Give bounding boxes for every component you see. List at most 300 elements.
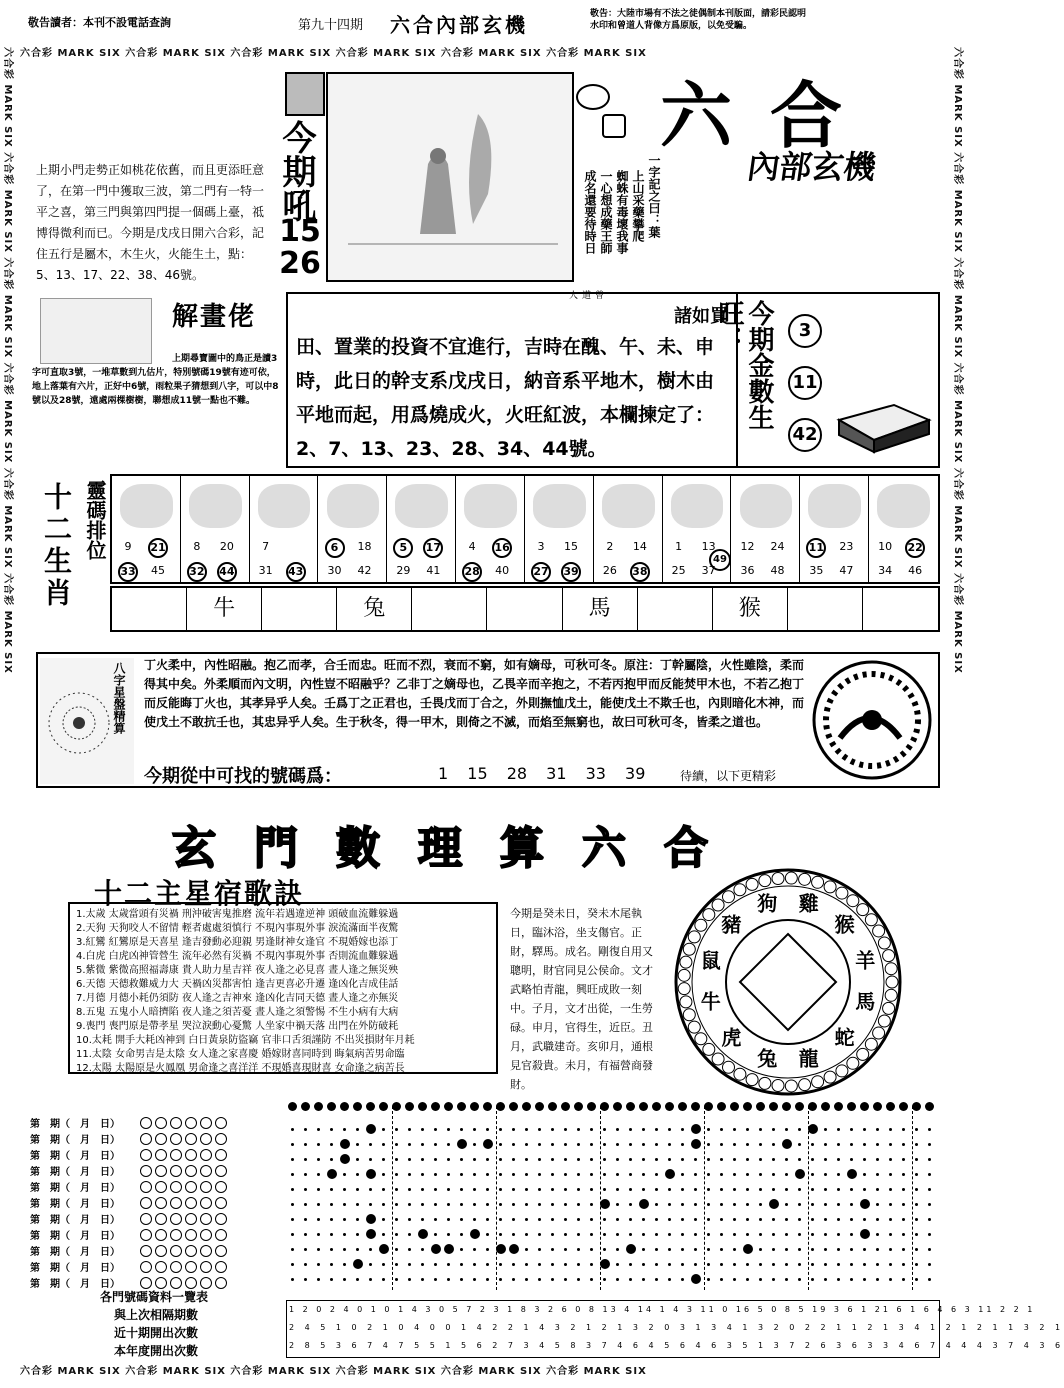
grid-dot	[772, 1263, 775, 1266]
grid-dot	[564, 1263, 567, 1266]
record-circle[interactable]	[155, 1197, 167, 1209]
wheel-dot	[847, 1057, 859, 1069]
zodiac-cell	[800, 476, 869, 582]
lamp-icon	[602, 114, 626, 138]
record-circle[interactable]	[215, 1165, 227, 1177]
grid-dot	[668, 1128, 671, 1131]
record-circle[interactable]	[215, 1245, 227, 1257]
grid-dot	[603, 1173, 606, 1176]
stat-row-3: 2 8 5 3 6 7 4 7 5 5 1 5 6 2 7 3 4 5 8 3 7 4 6 4 5 6 4 6 3 5 1 3 7 2 6 3 6 3 3 4 6 7 4 4 4 3 7 4 3 6	[289, 1341, 1064, 1350]
record-circle[interactable]	[200, 1229, 212, 1241]
grid-dot	[460, 1263, 463, 1266]
record-circle[interactable]	[200, 1165, 212, 1177]
grid-dot	[902, 1188, 905, 1191]
record-circle[interactable]	[140, 1165, 152, 1177]
jinshu-num-3: 42	[788, 418, 822, 452]
record-circle[interactable]	[155, 1181, 167, 1193]
grid-dot	[603, 1278, 606, 1281]
grid-dot	[837, 1248, 840, 1251]
song-row: 2.天狗 天狗咬人不留情 輕者處處須慎行 不現內事現外事 淚流滿面半夜驚	[76, 923, 399, 934]
grid-dot	[655, 1158, 658, 1161]
record-row-label: 第 期（ 月 日）	[30, 1199, 120, 1210]
grid-dot-filled	[340, 1139, 350, 1149]
record-circle[interactable]	[215, 1133, 227, 1145]
record-circle[interactable]	[215, 1229, 227, 1241]
record-circle[interactable]	[140, 1277, 152, 1289]
record-circle[interactable]	[185, 1229, 197, 1241]
grid-dot	[928, 1143, 931, 1146]
grid-dot	[291, 1233, 294, 1236]
grid-dot	[616, 1203, 619, 1206]
grid-dot	[616, 1278, 619, 1281]
grid-dot	[655, 1263, 658, 1266]
grid-dot-filled	[483, 1139, 493, 1149]
grid-dot	[811, 1248, 814, 1251]
grid-dot	[499, 1173, 502, 1176]
zodiac-number: 40	[495, 564, 510, 577]
wheel-dot	[799, 1079, 811, 1091]
grid-dot	[928, 1263, 931, 1266]
grid-dot	[447, 1203, 450, 1206]
wheel-dot	[703, 1043, 715, 1055]
right-text: 今期是癸未日，癸未木尾執日，臨沐浴，坐支傷官。正財，驛馬。成名。剛復自用又聰明，財官同見公侯命。文才武略怕青龍，興旺成敗一刻中。子月，文才出從，一生勞碌。申月，官得生，近臣。丑月，武職建奇。亥卯月，通根見官殺貴。未月，有福營商發財。	[510, 907, 653, 1091]
grid-dot	[317, 1158, 320, 1161]
grid-dot	[421, 1203, 424, 1206]
grid-dot	[301, 1102, 310, 1111]
grid-dot	[408, 1143, 411, 1146]
record-circle[interactable]	[140, 1213, 152, 1225]
record-circle[interactable]	[170, 1245, 182, 1257]
grid-dot	[291, 1128, 294, 1131]
grid-dot	[704, 1102, 713, 1111]
grid-dot	[707, 1158, 710, 1161]
record-circle[interactable]	[215, 1277, 227, 1289]
record-circle[interactable]	[155, 1117, 167, 1129]
grid-dot	[928, 1158, 931, 1161]
zodiac-animal-icon	[533, 484, 586, 528]
grid-dot	[824, 1128, 827, 1131]
grid-dot	[343, 1173, 346, 1176]
record-circle[interactable]	[170, 1277, 182, 1289]
grid-dot	[889, 1173, 892, 1176]
grid-dot	[733, 1263, 736, 1266]
grid-dot	[759, 1203, 762, 1206]
grid-dot	[811, 1143, 814, 1146]
grid-dot	[447, 1263, 450, 1266]
zodiac-number: 47	[839, 564, 854, 577]
zodiac-number: 18	[357, 540, 372, 553]
main-lead: 諸如買	[674, 306, 728, 327]
song-row: 8.五鬼 五鬼小人暗擠陷 夜人逢之須苦憂 晝人逢之須警惕 不生小病有大病	[76, 1007, 399, 1018]
grid-dot	[756, 1102, 765, 1111]
record-row	[30, 1240, 230, 1258]
grid-dot	[499, 1128, 502, 1131]
grid-dot	[577, 1233, 580, 1236]
grid-dot	[382, 1203, 385, 1206]
wheel-dot	[759, 1077, 771, 1089]
record-circle[interactable]	[185, 1149, 197, 1161]
grid-dot	[317, 1248, 320, 1251]
grid-dot	[616, 1233, 619, 1236]
record-row	[30, 1176, 230, 1194]
grid-dot	[356, 1248, 359, 1251]
grid-dot	[707, 1248, 710, 1251]
record-circle[interactable]	[215, 1261, 227, 1273]
grid-dot	[733, 1203, 736, 1206]
wheel-dot	[680, 996, 692, 1008]
record-circle[interactable]	[140, 1261, 152, 1273]
wheel-dot	[678, 969, 690, 981]
grid-dot	[837, 1173, 840, 1176]
grid-dot	[382, 1158, 385, 1161]
grid-dot	[668, 1143, 671, 1146]
grid-dot	[824, 1203, 827, 1206]
grid-dot	[538, 1233, 541, 1236]
grid-dot	[886, 1102, 895, 1111]
grid-dot	[499, 1143, 502, 1146]
grid-dot	[720, 1143, 723, 1146]
grid-dot-filled	[366, 1169, 376, 1179]
grid-dot	[434, 1188, 437, 1191]
stats-box	[286, 1300, 1064, 1358]
record-row	[30, 1144, 230, 1162]
record-circle[interactable]	[155, 1277, 167, 1289]
grid-dot-filled	[782, 1139, 792, 1149]
grid-dot	[642, 1248, 645, 1251]
record-circle[interactable]	[215, 1181, 227, 1193]
record-circle[interactable]	[155, 1165, 167, 1177]
wheel-dot	[883, 1002, 895, 1014]
grid-dot	[811, 1218, 814, 1221]
wheel-dot	[886, 976, 898, 988]
grid-dot	[590, 1188, 593, 1191]
record-circle[interactable]	[170, 1117, 182, 1129]
record-circle[interactable]	[200, 1213, 212, 1225]
grid-dot	[616, 1173, 619, 1176]
song-row: 7.月德 月德小耗仍須防 夜人逢之吉神來 逢凶化吉同天德 晝人逢之亦無災	[76, 993, 399, 1004]
grid-dot	[421, 1218, 424, 1221]
zodiac-number: 30	[327, 564, 342, 577]
record-circle[interactable]	[155, 1133, 167, 1145]
grid-dot	[460, 1188, 463, 1191]
record-circle[interactable]	[185, 1197, 197, 1209]
grid-dot	[759, 1128, 762, 1131]
grid-dot	[473, 1128, 476, 1131]
grid-dot	[421, 1158, 424, 1161]
grid-dot	[655, 1128, 658, 1131]
grid-dot	[395, 1128, 398, 1131]
wheel-animal: 兔	[757, 1046, 778, 1071]
record-circle[interactable]	[185, 1133, 197, 1145]
wheel-animal: 蛇	[834, 1025, 855, 1050]
grid-dot	[759, 1143, 762, 1146]
wheel-dot	[865, 914, 877, 926]
grid-dot	[330, 1233, 333, 1236]
record-circle[interactable]	[185, 1261, 197, 1273]
grid-dot	[733, 1188, 736, 1191]
grid-dot	[642, 1188, 645, 1191]
grid-dot	[863, 1263, 866, 1266]
record-circle[interactable]	[170, 1213, 182, 1225]
record-circle[interactable]	[215, 1117, 227, 1129]
record-circle[interactable]	[170, 1165, 182, 1177]
zodiac-number: 6	[325, 538, 345, 558]
zodiac-animal-icon	[602, 484, 655, 528]
poem-line-3: 一心想成藥王師	[599, 170, 613, 254]
wheel-animal: 豬	[721, 912, 742, 937]
record-circle[interactable]	[155, 1213, 167, 1225]
poem-author: 曾道人	[567, 290, 603, 299]
grid-dot-filled	[509, 1244, 519, 1254]
record-circle[interactable]	[140, 1229, 152, 1241]
ling-cell: 猴	[713, 588, 788, 630]
grid-dot	[824, 1158, 827, 1161]
zodiac-number: 10	[878, 540, 893, 553]
grid-dot	[850, 1203, 853, 1206]
grid-dot-filled	[418, 1229, 428, 1239]
record-circle[interactable]	[140, 1117, 152, 1129]
grid-dot	[668, 1278, 671, 1281]
wheel-dot	[824, 881, 836, 893]
grid-dot	[668, 1248, 671, 1251]
zodiac-number: 21	[148, 538, 168, 558]
grid-dot	[408, 1173, 411, 1176]
wheel-dot	[857, 904, 869, 916]
grid-dot	[551, 1248, 554, 1251]
grid-dot-filled	[366, 1229, 376, 1239]
grid-dot	[304, 1143, 307, 1146]
record-circle[interactable]	[140, 1197, 152, 1209]
grid-dot	[652, 1102, 661, 1111]
grid-dot	[681, 1263, 684, 1266]
grid-dot	[564, 1143, 567, 1146]
record-row	[30, 1208, 230, 1226]
record-circle[interactable]	[200, 1261, 212, 1273]
record-circle[interactable]	[200, 1197, 212, 1209]
record-circle[interactable]	[155, 1229, 167, 1241]
record-circle[interactable]	[140, 1133, 152, 1145]
record-circle[interactable]	[185, 1277, 197, 1289]
ling-cell: 兔	[337, 588, 412, 630]
record-circle[interactable]	[155, 1261, 167, 1273]
zodiac-number: 35	[809, 564, 824, 577]
record-circle[interactable]	[170, 1149, 182, 1161]
grid-dot	[720, 1218, 723, 1221]
grid-dot	[447, 1278, 450, 1281]
grid-dot	[343, 1263, 346, 1266]
grid-dot	[655, 1203, 658, 1206]
grid-dot	[782, 1102, 791, 1111]
grid-dot	[421, 1143, 424, 1146]
logo	[660, 66, 930, 196]
grid-dot	[330, 1248, 333, 1251]
grid-dot	[889, 1158, 892, 1161]
zodiac-number: 16	[492, 538, 512, 558]
record-circle[interactable]	[185, 1117, 197, 1129]
zodiac-number: 7	[262, 540, 270, 553]
grid-dot	[382, 1218, 385, 1221]
wheel-dot	[772, 872, 784, 884]
record-circle[interactable]	[170, 1181, 182, 1193]
record-circle[interactable]	[185, 1213, 197, 1225]
wheel-dot	[712, 899, 724, 911]
record-circle[interactable]	[215, 1149, 227, 1161]
grid-dot	[824, 1278, 827, 1281]
record-circle[interactable]	[200, 1149, 212, 1161]
record-row-label: 第 期（ 月 日）	[30, 1135, 120, 1146]
grid-dot	[369, 1158, 372, 1161]
grid-dot	[707, 1218, 710, 1221]
grid-dot	[369, 1263, 372, 1266]
grid-dot	[395, 1233, 398, 1236]
record-circle[interactable]	[170, 1133, 182, 1145]
grid-dot	[642, 1173, 645, 1176]
grid-dot	[720, 1248, 723, 1251]
grid-dot	[551, 1203, 554, 1206]
grid-dot	[408, 1248, 411, 1251]
record-circle[interactable]	[140, 1245, 152, 1257]
record-circle[interactable]	[170, 1261, 182, 1273]
record-circle[interactable]	[200, 1117, 212, 1129]
grid-dot	[535, 1102, 544, 1111]
grid-dot	[889, 1263, 892, 1266]
wheel-dot	[772, 1080, 784, 1092]
grid-dot	[798, 1263, 801, 1266]
bazi-find-suffix: 待續，以下更精彩	[680, 769, 777, 783]
grid-dot	[902, 1248, 905, 1251]
grid-dot	[733, 1248, 736, 1251]
jinqi-hou-numbers	[278, 216, 322, 280]
grid-dot	[460, 1248, 463, 1251]
grid-dot	[629, 1158, 632, 1161]
grid-dot	[798, 1143, 801, 1146]
grid-dot-filled	[600, 1259, 610, 1269]
grid-dot	[564, 1248, 567, 1251]
grid-dot	[837, 1203, 840, 1206]
grid-dot	[356, 1158, 359, 1161]
border-right: 六合彩 MARK SIX 六合彩 MARK SIX 六合彩 MARK SIX 六合彩 MARK SIX 六合彩 MARK SIX 六合彩 MARK SIX	[952, 47, 963, 674]
record-circle[interactable]	[200, 1181, 212, 1193]
grid-dot	[460, 1158, 463, 1161]
grid-dot-filled	[353, 1259, 363, 1269]
zodiac-number: 43	[286, 562, 306, 582]
grid-dot	[369, 1143, 372, 1146]
grid-dot	[626, 1102, 635, 1111]
grid-dot	[678, 1102, 687, 1111]
record-circle[interactable]	[170, 1229, 182, 1241]
grid-dot	[928, 1173, 931, 1176]
jinqi-hou-num1: 15	[279, 214, 321, 249]
record-circle[interactable]	[140, 1181, 152, 1193]
ling-cell: 牛	[187, 588, 262, 630]
grid-dot	[616, 1143, 619, 1146]
grid-dot-filled	[340, 1154, 350, 1164]
grid-dot	[499, 1203, 502, 1206]
grid-dot	[876, 1188, 879, 1191]
record-circle[interactable]	[155, 1245, 167, 1257]
grid-dot	[564, 1173, 567, 1176]
grid-dot	[564, 1128, 567, 1131]
grid-dot	[694, 1158, 697, 1161]
grid-dot	[772, 1158, 775, 1161]
grid-dot	[577, 1218, 580, 1221]
wheel-dot	[836, 887, 848, 899]
grid-dot	[551, 1128, 554, 1131]
grid-dot	[798, 1248, 801, 1251]
wheel-animal: 龍	[798, 1046, 819, 1071]
grid-dot	[902, 1263, 905, 1266]
record-circle[interactable]	[170, 1197, 182, 1209]
grid-dot	[681, 1278, 684, 1281]
grid-dot	[473, 1248, 476, 1251]
grid-dot	[512, 1203, 515, 1206]
grid-dot	[486, 1158, 489, 1161]
record-circle[interactable]	[200, 1245, 212, 1257]
wheel-dot	[695, 1033, 707, 1045]
song-title: 十二主星宿歌訣	[94, 877, 305, 910]
grid-dot	[642, 1158, 645, 1161]
grid-dot	[707, 1263, 710, 1266]
records-left	[30, 1112, 280, 1290]
grid-dot	[369, 1203, 372, 1206]
record-circle[interactable]	[200, 1277, 212, 1289]
grid-dot	[746, 1233, 749, 1236]
grid-dot	[473, 1143, 476, 1146]
record-circle[interactable]	[140, 1149, 152, 1161]
grid-dot	[616, 1158, 619, 1161]
border-bottom: 六合彩 MARK SIX 六合彩 MARK SIX 六合彩 MARK SIX 六合彩 MARK SIX 六合彩 MARK SIX 六合彩 MARK SIX	[20, 1366, 647, 1377]
zodiac-number: 46	[908, 564, 923, 577]
record-circle[interactable]	[215, 1197, 227, 1209]
grid-dot	[577, 1158, 580, 1161]
record-circle[interactable]	[185, 1181, 197, 1193]
stamp-icon	[285, 72, 325, 116]
grid-dot	[902, 1218, 905, 1221]
ling-cell: 馬	[563, 588, 638, 630]
grid-dot	[915, 1263, 918, 1266]
grid-dot	[876, 1173, 879, 1176]
sage-figure-icon	[328, 74, 572, 280]
grid-dot	[915, 1248, 918, 1251]
logo-sub: 內部玄機	[745, 148, 879, 186]
grid-dot	[876, 1233, 879, 1236]
grid-dot	[288, 1102, 297, 1111]
grid-dot	[304, 1248, 307, 1251]
wheel-dot	[712, 1053, 724, 1065]
grid-dot	[707, 1173, 710, 1176]
record-circle[interactable]	[185, 1165, 197, 1177]
grid-dot	[551, 1278, 554, 1281]
wheel-dot	[885, 963, 897, 975]
record-row	[30, 1112, 230, 1130]
grid-dot	[681, 1128, 684, 1131]
record-circle[interactable]	[185, 1245, 197, 1257]
grid-dot	[564, 1203, 567, 1206]
record-circle[interactable]	[215, 1213, 227, 1225]
grid-dot	[759, 1248, 762, 1251]
record-circle[interactable]	[200, 1133, 212, 1145]
grid-dot	[603, 1218, 606, 1221]
grid-dot-filled	[457, 1139, 467, 1149]
grid-dot	[629, 1278, 632, 1281]
grid-dot	[889, 1203, 892, 1206]
grid-dot	[639, 1102, 648, 1111]
grid-dot	[577, 1173, 580, 1176]
grid-dot	[681, 1143, 684, 1146]
grid-dot	[460, 1278, 463, 1281]
ling-cell	[638, 588, 713, 630]
record-circle[interactable]	[155, 1149, 167, 1161]
